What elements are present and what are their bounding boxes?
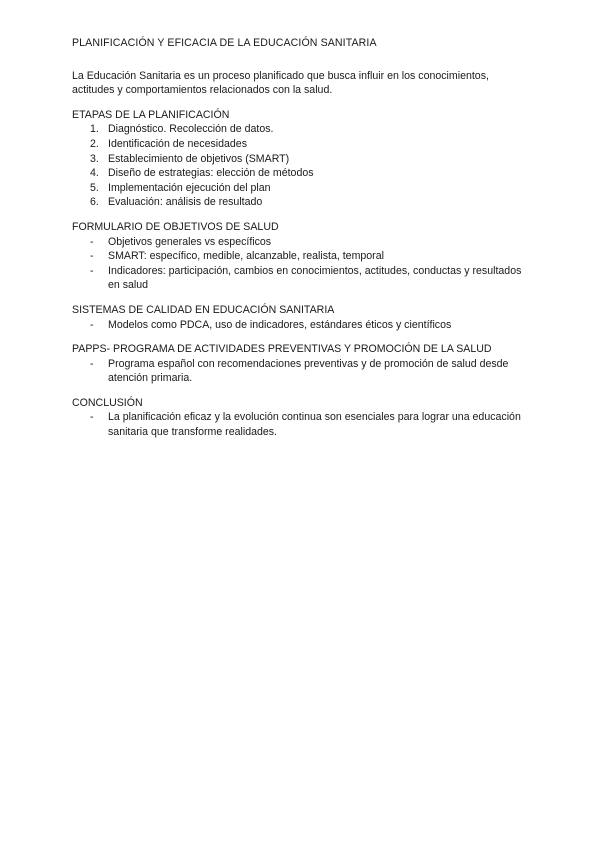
dash-bullet: - [90,411,94,424]
list-item-text: Implementación ejecución del plan [108,181,271,194]
section-heading-conclusion: CONCLUSIÓN [72,396,143,409]
list-item [90,410,532,439]
list-item [90,195,532,210]
document-page [72,36,532,450]
list-item [90,357,532,386]
etapas-list [72,122,532,210]
list-number: 6. [90,196,99,209]
section-heading-etapas: ETAPAS DE LA PLANIFICACIÓN [72,108,230,121]
papps-list [72,357,532,386]
formulario-list [72,235,532,293]
list-item-text: SMART: específico, medible, alcanzable, realista, temporal [108,250,384,263]
list-item [90,318,532,333]
section-heading-sistemas: SISTEMAS DE CALIDAD EN EDUCACIÓN SANITARIA [72,303,335,316]
list-item [90,122,532,137]
section-etapas [72,108,532,210]
list-number: 2. [90,137,99,150]
list-item-text: Evaluación: análisis de resultado [108,196,263,209]
list-item-text: Objetivos generales vs específicos [108,235,272,248]
list-item-text: La planificación eficaz y la evolución continua son esenciales para lograr una educación sanitaria que transforme realidades. [108,411,521,439]
dash-bullet: - [90,250,94,263]
dash-bullet: - [90,264,94,277]
list-number: 4. [90,167,99,180]
list-item-text: Diseño de estrategias: elección de métodos [108,167,314,180]
list-number: 5. [90,181,99,194]
document-title: PLANIFICACIÓN Y EFICACIA DE LA EDUCACIÓN SANITARIA [72,37,377,49]
list-item-text: Modelos como PDCA, uso de indicadores, estándares éticos y científicos [108,318,452,331]
list-item [90,166,532,181]
list-item-text: Programa español con recomendaciones preventivas y de promoción de salud desde atención primaria. [108,357,509,385]
section-conclusion [72,396,532,440]
list-item [90,152,532,167]
list-item [90,137,532,152]
dash-bullet: - [90,357,94,370]
list-item [90,235,532,250]
list-item [90,249,532,264]
section-heading-papps: PAPPS- PROGRAMA DE ACTIVIDADES PREVENTIVAS Y PROMOCIÓN DE LA SALUD [72,343,492,356]
list-number: 1. [90,123,99,136]
list-item-text: Identificación de necesidades [108,137,247,150]
list-item [90,181,532,196]
sistemas-list [72,318,532,333]
list-number: 3. [90,152,99,165]
section-papps [72,342,532,386]
section-heading-formulario: FORMULARIO DE OBJETIVOS DE SALUD [72,220,279,233]
list-item-text: Indicadores: participación, cambios en conocimientos, actitudes, conductas y resultados en salud [108,264,522,292]
section-formulario [72,220,532,293]
list-item-text: Establecimiento de objetivos (SMART) [108,152,290,165]
conclusion-list [72,410,532,439]
list-item-text: Diagnóstico. Recolección de datos. [108,123,274,136]
dash-bullet: - [90,235,94,248]
dash-bullet: - [90,318,94,331]
list-item [90,264,532,293]
intro-paragraph: La Educación Sanitaria es un proceso planificado que busca influir en los conocimientos, actitudes y comportamientos relacionados con la salud. [72,69,489,97]
section-sistemas [72,303,532,332]
